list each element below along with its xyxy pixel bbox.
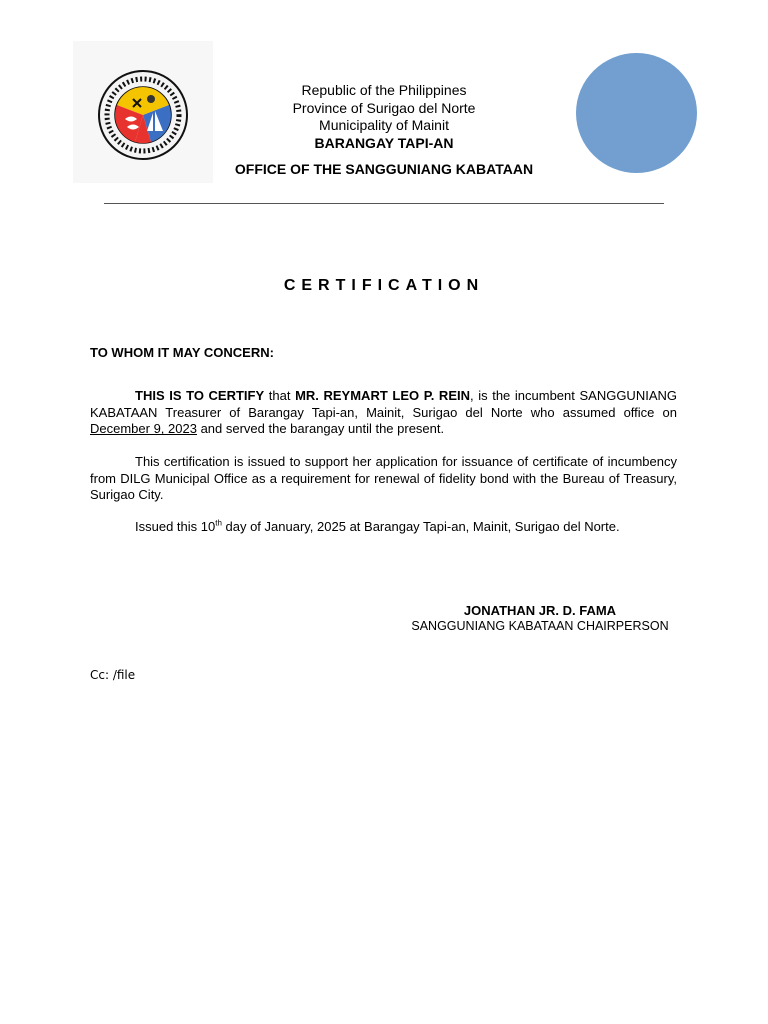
- certify-text-1: , is the incumbent SANGGUNIANG KABATAAN Treasurer of Barangay Tapi-an, Mainit, Surigao del Norte who assumed office on: [90, 388, 677, 420]
- certified-person-name: MR. REYMART LEO P. REIN: [295, 388, 470, 403]
- office-title: OFFICE OF THE SANGGUNIANG KABATAAN: [234, 161, 534, 177]
- certify-that: that: [264, 388, 296, 403]
- paragraph-issued: [90, 519, 677, 536]
- issued-rest: day of January, 2025 at Barangay Tapi-an, Mainit, Surigao del Norte.: [221, 519, 620, 534]
- photo-placeholder-circle: [576, 53, 697, 173]
- signature-block: [390, 603, 690, 633]
- letterhead: [234, 82, 534, 152]
- issued-ordinal: th: [215, 518, 222, 528]
- assumed-office-date: December 9, 2023: [90, 421, 197, 437]
- certify-text-2: and served the barangay until the present.: [196, 421, 445, 437]
- header-municipality: Municipality of Mainit: [319, 117, 449, 133]
- salutation: TO WHOM IT MAY CONCERN:: [90, 345, 274, 360]
- signatory-position: SANGGUNIANG KABATAAN CHAIRPERSON: [411, 619, 669, 633]
- header-province: Province of Surigao del Norte: [292, 99, 476, 116]
- seal-emblem: [97, 69, 189, 161]
- header-republic: Republic of the Philippines: [301, 82, 467, 98]
- header-barangay: BARANGAY TAPI-AN: [314, 134, 454, 151]
- issued-prefix: Issued this 10: [135, 519, 216, 534]
- paragraph-certify: [90, 388, 677, 438]
- cc-note: Cc: /file: [90, 668, 136, 682]
- header-divider: [104, 203, 664, 204]
- paragraph-purpose: This certification is issued to support her application for issuance of certificate of incumbency from DILG Municipal Office as a requirement for renewal of fidelity bond with the Bureau of Treasury, Surigao City.: [90, 454, 677, 503]
- document-title: CERTIFICATION: [283, 277, 485, 294]
- certify-lead: THIS IS TO CERTIFY: [135, 388, 265, 403]
- signatory-name: JONATHAN JR. D. FAMA: [463, 603, 617, 618]
